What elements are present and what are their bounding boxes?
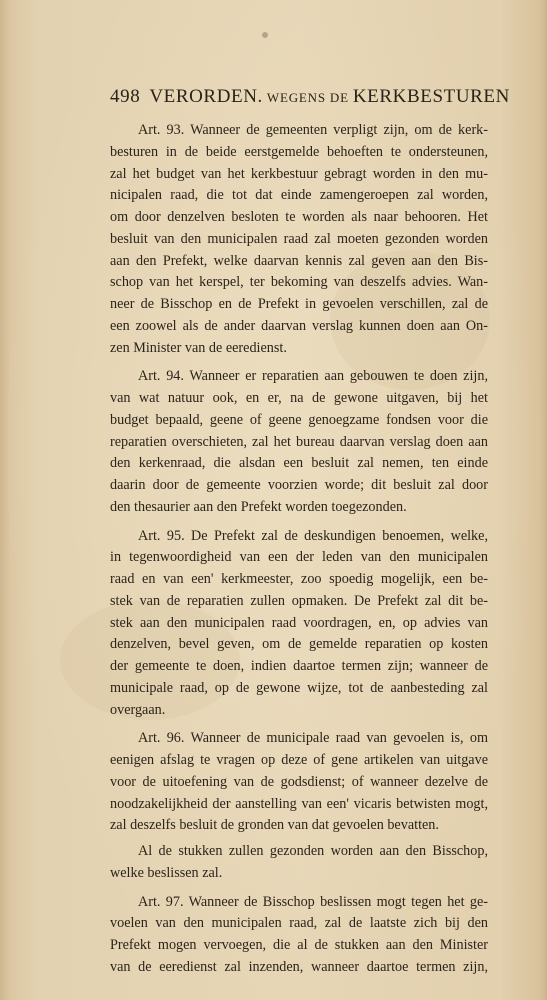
text-line: schop van het kerspel, ter bekoming van deszelfs advies. Wan- <box>110 274 488 291</box>
text-line: zal deszelfs besluit de gronden van dat gevoelen bevatten. <box>110 817 439 834</box>
page-body <box>110 120 488 979</box>
text-line: zen Minister van de eeredienst. <box>110 339 287 356</box>
text-line: van wat natuur ook, en er, na de gewone uitgaven, bij het <box>110 390 488 406</box>
running-header <box>110 86 510 112</box>
text-line: eenigen afslag te vragen op deze of gene artikelen van uitgave <box>110 752 488 768</box>
text-line: municipale raad, op de gewone wijze, tot de aanbesteding zal <box>110 679 488 696</box>
text-line: stek aan den municipalen raad voordragen, en, op advies van <box>110 614 488 631</box>
text-line: van de eeredienst zal inzenden, wanneer daartoe termen zijn, <box>110 958 488 975</box>
text-line: Art. 93. Wanneer de gemeenten verpligt zijn, om de kerk- <box>138 122 488 138</box>
text-line: Art. 97. Wanneer de Bisschop beslissen mogt tegen het ge- <box>138 893 488 910</box>
text-line: besluit van den municipalen raad zal moeten gezonden worden <box>110 230 488 247</box>
text-line: der gemeente te doen, indien daartoe termen zijn; wanneer de <box>110 658 488 674</box>
text-line: denzelven, bevel geven, om de gemelde reparatien op kosten <box>110 636 488 653</box>
text-line: noodzakelijkheid der aanstelling van een' vicaris betwisten mogt, <box>110 795 488 812</box>
text-line: den thesaurier aan den Prefekt worden toegezonden. <box>110 498 407 515</box>
header-title-part1: VERORDEN. <box>149 86 263 107</box>
header-title-part2: WEGENS DE <box>266 90 349 105</box>
text-line: den kerkenraad, die alsdan een besluit zal nemen, ten einde <box>110 455 488 472</box>
text-line: aan den Prefekt, welke daarvan kennis zal geven aan den Bis- <box>110 252 488 269</box>
text-line: daarin door de gemeente voorzien worde; dit besluit zal door <box>110 477 488 493</box>
text-line: Prefekt mogen vervoegen, die al de stukken aan den Minister <box>110 937 488 953</box>
text-line: raad en van een' kerkmeester, zoo spoedig mogelijk, een be- <box>110 571 488 587</box>
text-line: zal het budget van het kerkbestuur gebragt worden in den mu- <box>110 165 488 182</box>
text-line: besturen in de beide eerstgemelde behoeften te ondersteunen, <box>110 143 488 160</box>
text-line: stek van de reparatien zullen opmaken. De Prefekt zal dit be- <box>110 592 488 609</box>
text-line: nicipalen raad, die tot dat einde zamengeroepen zal worden, <box>110 187 488 204</box>
text-line: Art. 96. Wanneer de municipale raad van gevoelen is, om <box>138 730 488 747</box>
text-line: welke beslissen zal. <box>110 864 223 881</box>
text-line: Art. 94. Wanneer er reparatien aan gebouwen te doen zijn, <box>138 368 488 385</box>
text-line: Art. 95. De Prefekt zal de deskundigen benoemen, welke, <box>138 527 488 544</box>
paper-stain <box>262 32 268 38</box>
text-line: reparatien overschieten, zal het bureau daarvan verslag doen aan <box>110 433 488 450</box>
text-line: Al de stukken zullen gezonden worden aan den Bisschop, <box>138 843 488 859</box>
text-line: om door denzelven besloten te worden als naar behooren. Het <box>110 209 488 225</box>
text-line: een zoowel als de ander daarvan verslag kunnen doen aan On- <box>110 317 488 334</box>
text-line: in tegenwoordigheid van een der leden van den municipalen <box>110 549 488 566</box>
text-line: voelen van den municipalen raad, zal de laatste zich bij den <box>110 915 488 932</box>
text-line: neer de Bisschop en de Prefekt in gevoelen verschillen, zal de <box>110 296 488 312</box>
text-line: budget bepaald, geene of geene genoegzame fondsen voor die <box>110 411 488 428</box>
text-line: voor de uitoefening van de godsdienst; of wanneer dezelve de <box>110 773 488 790</box>
page-number: 498 <box>110 86 141 107</box>
text-line: overgaan. <box>110 701 166 718</box>
header-title-part3: KERKBESTUREN <box>352 86 510 107</box>
